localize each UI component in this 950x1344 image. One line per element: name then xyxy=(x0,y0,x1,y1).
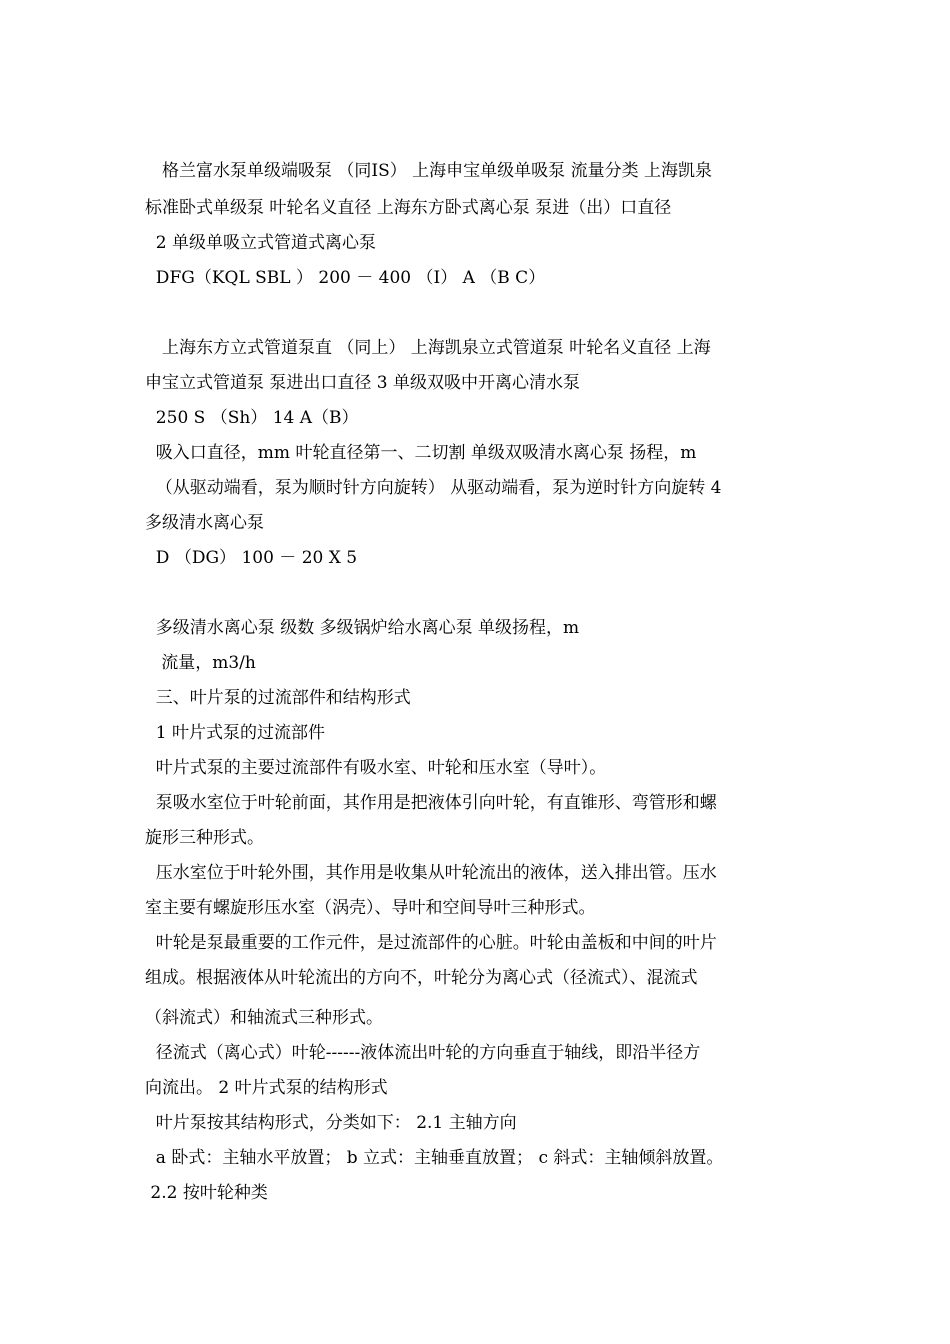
text-line: 250 S （Sh） 14 A（B） xyxy=(145,408,359,428)
text-line: a 卧式：主轴水平放置； b 立式：主轴垂直放置； c 斜式：主轴倾斜放置。 xyxy=(145,1148,724,1168)
text-line: DFG（KQL SBL ） 200 － 400 （I） A （B C） xyxy=(145,268,546,288)
text-line: （从驱动端看，泵为顺时针方向旋转） 从驱动端看，泵为逆时针方向旋转 4 xyxy=(145,478,722,498)
text-line: 旋形三种形式。 xyxy=(145,828,264,848)
text-line: 申宝立式管道泵 泵进出口直径 3 单级双吸中开离心清水泵 xyxy=(145,373,581,393)
section-heading: 三、叶片泵的过流部件和结构形式 xyxy=(145,688,411,708)
text-line: D （DG） 100 － 20 X 5 xyxy=(145,548,358,568)
text-line: 组成。根据液体从叶轮流出的方向不，叶轮分为离心式（径流式）、混流式 xyxy=(145,968,698,988)
text-line: 格兰富水泵单级端吸泵 （同IS） 上海申宝单级单吸泵 流量分类 上海凯泉 xyxy=(145,161,712,181)
text-line: 径流式（离心式）叶轮------液体流出叶轮的方向垂直于轴线，即沿半径方 xyxy=(145,1043,701,1063)
text-line: （斜流式）和轴流式三种形式。 xyxy=(145,1008,383,1028)
subsection-heading: 1 叶片式泵的过流部件 xyxy=(145,723,326,743)
text-line: 压水室位于叶轮外围，其作用是收集从叶轮流出的液体，送入排出管。压水 xyxy=(145,863,717,883)
text-line: 上海东方立式管道泵直 （同上） 上海凯泉立式管道泵 叶轮名义直径 上海 xyxy=(145,338,711,358)
text-line: 叶轮是泵最重要的工作元件，是过流部件的心脏。叶轮由盖板和中间的叶片 xyxy=(145,933,717,953)
text-line: 流量，m3/h xyxy=(145,653,256,673)
text-line: 叶片式泵的主要过流部件有吸水室、叶轮和压水室（导叶）。 xyxy=(145,758,607,778)
text-line: 吸入口直径，mm 叶轮直径第一、二切割 单级双吸清水离心泵 扬程，m xyxy=(145,443,697,463)
text-line: 多级清水离心泵 级数 多级锅炉给水离心泵 单级扬程，m xyxy=(145,618,580,638)
text-line: 向流出。 2 叶片式泵的结构形式 xyxy=(145,1078,388,1098)
text-line: 2 单级单吸立式管道式离心泵 xyxy=(145,233,377,253)
text-line: 叶片泵按其结构形式，分类如下： 2.1 主轴方向 xyxy=(145,1113,517,1133)
subsection-heading: 2.2 按叶轮种类 xyxy=(145,1183,268,1203)
text-line: 泵吸水室位于叶轮前面，其作用是把液体引向叶轮，有直锥形、弯管形和螺 xyxy=(145,793,717,813)
text-line: 室主要有螺旋形压水室（涡壳）、导叶和空间导叶三种形式。 xyxy=(145,898,596,918)
text-line: 标准卧式单级泵 叶轮名义直径 上海东方卧式离心泵 泵进（出）口直径 xyxy=(145,198,672,218)
text-line: 多级清水离心泵 xyxy=(145,513,264,533)
